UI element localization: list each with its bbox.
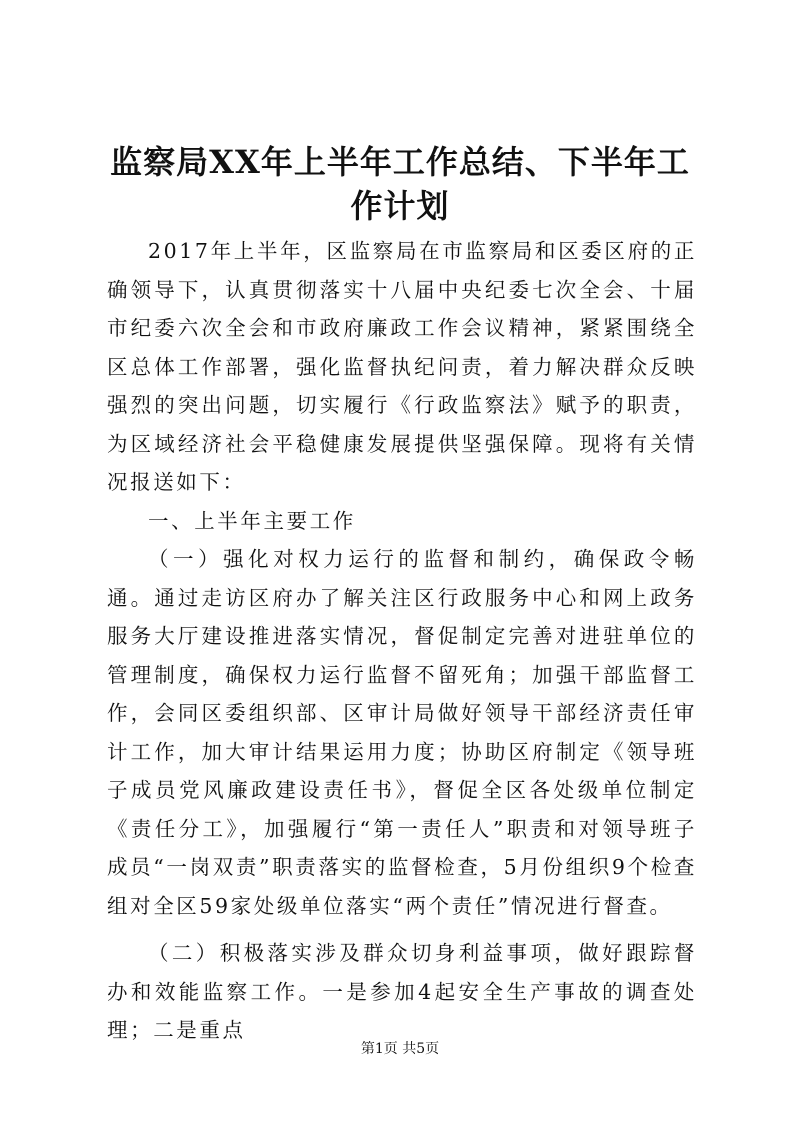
section-paragraph-1: （一）强化对权力运行的监督和制约，确保政令畅通。通过走访区府办了解关注区行政服务中心和网上政务服务大厅建设推进落实情况，督促制定完善对进驻单位的管理制度，确保权力运行监督不留死角；加强干部监督工作，会同区委组织部、区审计局做好领导干部经济责任审计工作，加大审计结果运用力度；协助区府制定《领导班子成员党风廉政建设责任书》，督促全区各处级单位制定《责任分工》，加强履行“第一责任人”职责和对领导班子成员“一岗双责”职责落实的监督检查，5月份组织9个检查组对全区59家处级单位落实“两个责任”情况进行督查。	[107, 547, 697, 918]
document-title: 监察局XX年上半年工作总结、下半年工作计划	[110, 143, 690, 225]
document-body	[107, 232, 697, 1050]
page-number: 第1页 共5页	[360, 1041, 440, 1057]
page-footer	[0, 1039, 800, 1059]
section-heading: 一、上半年主要工作	[148, 508, 356, 533]
intro-paragraph: 2017年上半年，区监察局在市监察局和区委区府的正确领导下，认真贯彻落实十八届中央纪委七次全会、十届市纪委六次全会和市政府廉政工作会议精神，紧紧围绕全区总体工作部署，强化监督执纪问责，着力解决群众反映强烈的突出问题，切实履行《行政监察法》赋予的职责，为区域经济社会平稳健康发展提供坚强保障。现将有关情况报送如下：	[107, 239, 697, 494]
section-paragraph-2: （二）积极落实涉及群众切身利益事项，做好跟踪督办和效能监察工作。一是参加4起安全生产事故的调查处理；二是重点	[107, 941, 697, 1042]
